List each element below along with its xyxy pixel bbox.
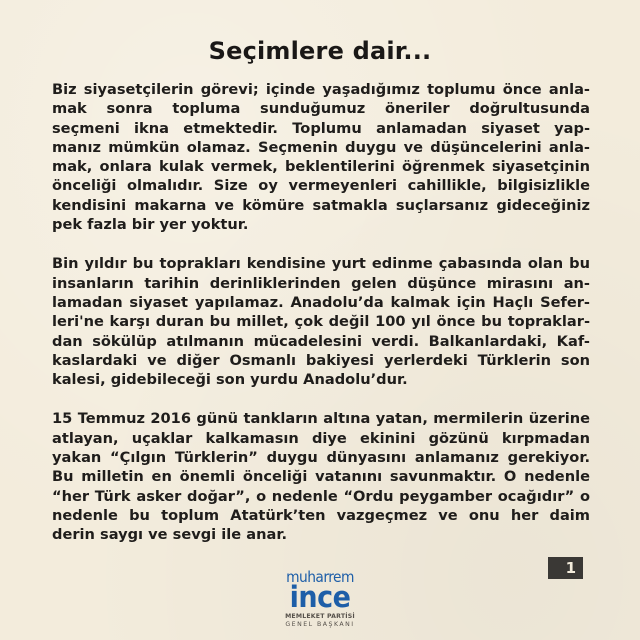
- party-logo: [278, 570, 362, 628]
- paragraph-2: [52, 254, 590, 389]
- page-number-badge: [548, 557, 583, 579]
- text-line: mak sonra topluma sunduğumuz öneriler doğrultusunda: [52, 100, 590, 118]
- text-line: leri'ne karşı duran bu millet, çok değil 100 yıl önce bu topraklar-: [52, 313, 590, 331]
- text-line: pek fazla bir yer yoktur.: [52, 216, 249, 234]
- paragraph-3: [52, 409, 590, 544]
- text-line: kendisini makarna ve kömüre satmakla suçlarsanız gideceğiniz: [52, 196, 590, 214]
- text-line: insanların tarihin derinliklerinden gelen düşünce mirasını an-: [52, 274, 590, 292]
- logo-name-top: muharrem: [286, 568, 354, 586]
- text-line: kaslardaki ve diğer Osmanlı bakiyesi yerlerdeki Türklerin son: [52, 351, 590, 369]
- text-line: derin saygı ve sevgi ile anar.: [52, 526, 287, 544]
- text-line: önceliği olmalıdır. Size oy vermeyenleri cahillikle, bilgisizlikle: [52, 177, 590, 195]
- logo-subtitle-role: GENEL BAŞKANI: [285, 621, 355, 628]
- text-line: Bu milletin en önemli önceliği vatanını savunmaktır. O nedenle: [52, 468, 590, 486]
- logo-name-main: ince: [289, 580, 351, 615]
- text-line: 15 Temmuz 2016 günü tankların altına yatan, mermilerin üzerine: [52, 410, 590, 428]
- text-line: lamadan siyaset yapılamaz. Anadolu’da kalmak için Haçlı Sefer-: [52, 293, 590, 311]
- paragraph-1: [52, 80, 590, 234]
- text-line: Bin yıldır bu toprakları kendisine yurt edinme çabasında olan bu: [52, 255, 590, 273]
- text-line: seçmeni ikna etmektedir. Toplumu anlamadan siyaset yap-: [52, 119, 590, 137]
- text-line: nedenle bu toplum Atatürk’ten vazgeçmez ve onu her daim: [52, 506, 590, 524]
- text-line: dan sökülüp atılmanın mücadelesini verdi. Balkanlardaki, Kaf-: [52, 332, 590, 350]
- text-line: Biz siyasetçilerin görevi; içinde yaşadığımız toplumu önce anla-: [52, 81, 590, 98]
- text-line: manız mümkün olamaz. Seçmenin duygu ve düşüncelerini anla-: [52, 138, 590, 156]
- text-line: atlayan, uçaklar kalkamasın diye ekinini gözünü kırpmadan: [52, 429, 590, 447]
- text-line: “her Türk asker doğar”, o nedenle “Ordu peygamber ocağıdır” o: [52, 487, 590, 505]
- page-title: Seçimlere dair...: [208, 37, 432, 65]
- text-line: kalesi, gidebileceği son yurdu Anadolu’dur.: [52, 371, 408, 389]
- text-line: mak, onlara kulak vermek, beklentilerini öğrenmek siyasetçinin: [52, 158, 590, 176]
- logo-subtitle-party: MEMLEKET PARTİSİ: [285, 613, 355, 620]
- article-body: [52, 80, 590, 565]
- text-line: yakan “Çılgın Türklerin” duygu dünyasını anlamanız gerekiyor.: [52, 449, 590, 467]
- page-number: 1: [565, 559, 576, 577]
